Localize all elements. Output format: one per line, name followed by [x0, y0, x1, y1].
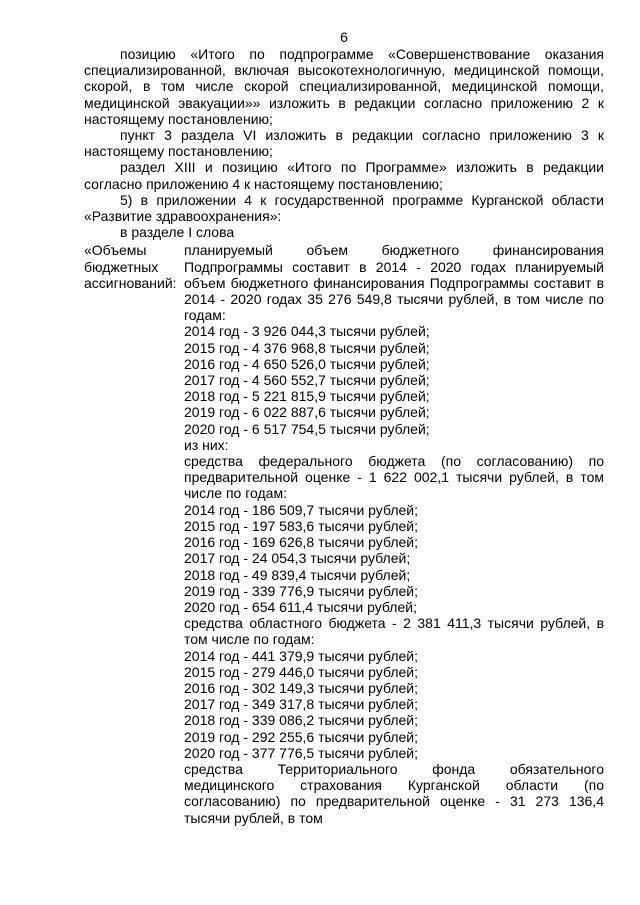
regional-year-line: 2018 год - 339 086,2 тысячи рублей;	[184, 712, 418, 729]
total-year-line: 2015 год - 4 376 968,8 тысячи рублей;	[184, 339, 430, 356]
budget-allocations-text	[184, 242, 604, 825]
budget-allocations-block	[84, 242, 604, 825]
federal-year-line: 2017 год - 24 054,3 тысячи рублей;	[184, 550, 411, 567]
federal-year-line: 2015 год - 197 583,6 тысячи рублей;	[184, 517, 418, 534]
federal-year-line: 2018 год - 49 839,4 тысячи рублей;	[184, 566, 411, 583]
paragraph-appendix-4: 5) в приложении 4 к государственной программе Курганской области «Развитие здравоохранения»:	[84, 191, 604, 225]
total-year-line: 2014 год - 3 926 044,3 тысячи рублей;	[184, 323, 430, 340]
document-page	[84, 28, 604, 826]
paragraph-section-vi: пункт 3 раздела VI изложить в редакции согласно приложению 3 к настоящему постановлению;	[84, 127, 604, 160]
label-line: бюджетных	[84, 258, 159, 275]
budget-intro: планируемый объем бюджетного финансирования Подпрограммы составит в 2014 - 2020 годах планируемый объем бюджетного финансирования Подпрограммы составит в 2014 - 2020 годах 35 276 549,8 тысячи рублей, в том числе по годам:	[184, 242, 604, 324]
federal-year-line: 2014 год - 186 509,7 тысячи рублей;	[184, 501, 418, 518]
federal-budget-intro: средства федерального бюджета (по согласованию) по предварительной оценке - 1 622 002,1 тысячи рублей, в том числе по годам:	[184, 453, 604, 502]
of-them-label: из них:	[184, 436, 229, 453]
label-line: ассигнований:	[84, 274, 177, 291]
regional-year-line: 2015 год - 279 446,0 тысячи рублей;	[184, 663, 418, 680]
regional-year-line: 2016 год - 302 149,3 тысячи рублей;	[184, 679, 418, 696]
regional-year-line: 2017 год - 349 317,8 тысячи рублей;	[184, 696, 418, 713]
federal-year-line: 2016 год - 169 626,8 тысячи рублей;	[184, 534, 418, 551]
paragraph-position-total-subprogram: позицию «Итого по подпрограмме «Совершенствование оказания специализированной, включая высокотехнологичную, медицинской помощи, скорой, в том числе скорой специализированной, медицинской помощи, медицинской эвакуации»» изложить в редакции согласно приложению 2 к настоящему постановлению;	[84, 46, 604, 127]
regional-year-line: 2014 год - 441 379,9 тысячи рублей;	[184, 647, 418, 664]
paragraph-section-i-words: в разделе I слова	[120, 224, 235, 241]
label-line: «Объемы	[84, 242, 147, 259]
total-year-line: 2020 год - 6 517 754,5 тысячи рублей;	[184, 420, 430, 437]
total-year-line: 2017 год - 4 560 552,7 тысячи рублей;	[184, 372, 430, 389]
federal-year-line: 2020 год - 654 611,4 тысячи рублей;	[184, 598, 417, 615]
total-year-line: 2018 год - 5 221 815,9 тысячи рублей;	[184, 388, 430, 405]
regional-year-line: 2019 год - 292 255,6 тысячи рублей;	[184, 728, 418, 745]
total-year-line: 2016 год - 4 650 526,0 тысячи рублей;	[184, 355, 430, 372]
regional-year-line: 2020 год - 377 776,5 тысячи рублей;	[184, 744, 418, 761]
insurance-fund-intro: средства Территориального фонда обязательного медицинского страхования Курганской области (по согласованию) по предварительной оценке - 31 273 136,4 тысячи рублей, в том	[184, 760, 604, 826]
federal-year-line: 2019 год - 339 776,9 тысячи рублей;	[184, 582, 418, 599]
regional-budget-intro: средства областного бюджета - 2 381 411,3 тысячи рублей, в том числе по годам:	[184, 615, 604, 648]
paragraph-section-xiii: раздел XIII и позицию «Итого по Программе» изложить в редакции согласно приложению 4 к настоящему постановлению;	[84, 159, 604, 192]
total-year-line: 2019 год - 6 022 887,6 тысячи рублей;	[184, 404, 430, 421]
page-number: 6	[340, 29, 348, 45]
budget-allocations-label	[84, 242, 184, 825]
